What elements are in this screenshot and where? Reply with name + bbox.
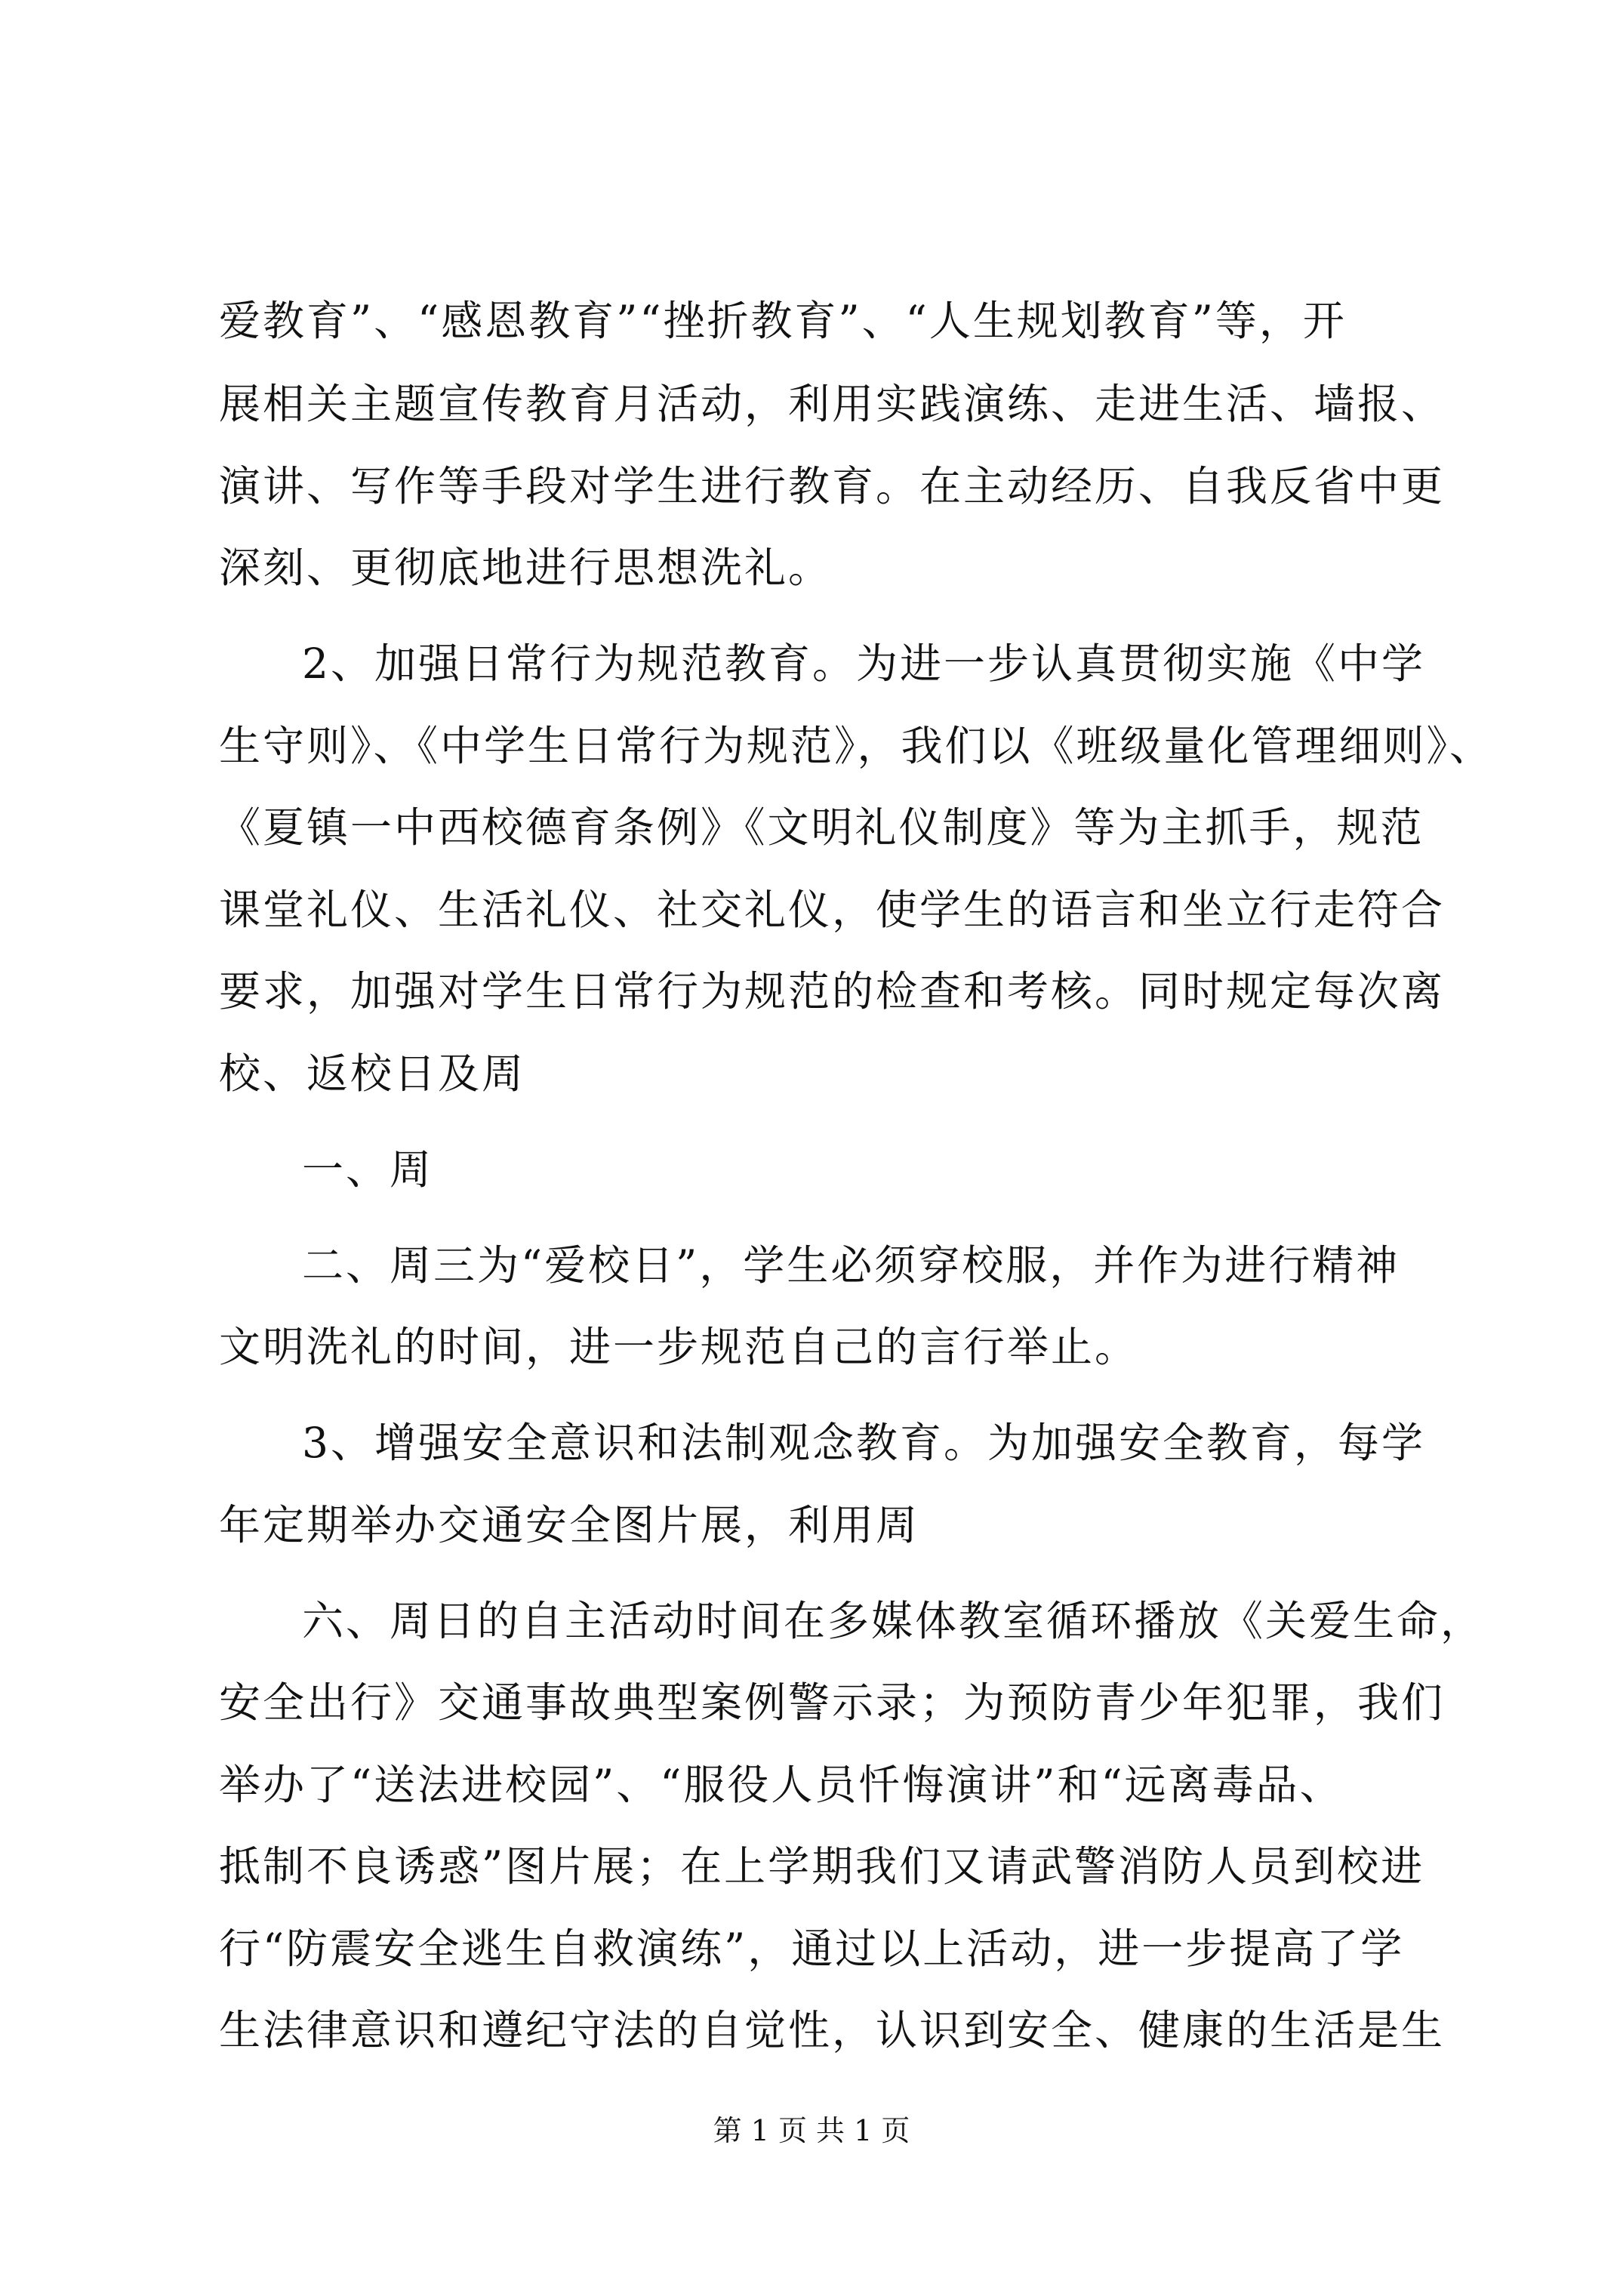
text-line-21: 生法律意识和遵纪守法的自觉性，认识到安全、健康的生活是生 (219, 2006, 1446, 2054)
text-line-4: 深刻、更彻底地进行思想洗礼。 (219, 544, 833, 592)
text-line-15: 年定期举办交通安全图片展，利用周 (219, 1501, 920, 1549)
text-line-17: 安全出行》交通事故典型案例警示录；为预防青少年犯罪，我们 (219, 1678, 1446, 1727)
page-footer: 第 1 页 共 1 页 (713, 2114, 910, 2147)
text-line-16: 六、周日的自主活动时间在多媒体教室循环播放《关爱生命， (302, 1597, 1485, 1645)
text-line-10: 校、返校日及周 (219, 1049, 526, 1098)
text-line-8: 课堂礼仪、生活礼仪、社交礼仪，使学生的语言和坐立行走符合 (219, 886, 1446, 934)
text-line-12: 二、周三为“爱校日”，学生必须穿校服，并作为进行精神 (302, 1241, 1400, 1290)
text-line-6: 生守则》、《中学生日常行为规范》，我们以《班级量化管理细则》、 (219, 722, 1494, 770)
text-line-5: 2、加强日常行为规范教育。为进一步认真贯彻实施《中学 (302, 639, 1425, 688)
text-line-19: 抵制不良诱惑”图片展；在上学期我们又请武警消防人员到校进 (219, 1842, 1425, 1891)
text-line-9: 要求，加强对学生日常行为规范的检查和考核。同时规定每次离 (219, 967, 1446, 1015)
text-line-20: 行“防震安全逃生自救演练”，通过以上活动，进一步提高了学 (219, 1925, 1405, 1973)
text-line-3: 演讲、写作等手段对学生进行教育。在主动经历、自我反省中更 (219, 462, 1446, 510)
text-line-1: 爱教育”、“感恩教育”“挫折教育”、“人生规划教育”等，开 (219, 297, 1347, 345)
text-line-14: 3、增强安全意识和法制观念教育。为加强安全教育，每学 (302, 1419, 1425, 1467)
text-line-13: 文明洗礼的时间，进一步规范自己的言行举止。 (219, 1323, 1139, 1371)
text-line-7: 《夏镇一中西校德育条例》《文明礼仪制度》等为主抓手，规范 (219, 803, 1424, 852)
text-line-11: 一、周 (302, 1145, 434, 1194)
text-line-18: 举办了“送法进校园”、“服役人员忏悔演讲”和“远离毒品、 (219, 1761, 1344, 1809)
text-line-2: 展相关主题宣传教育月活动，利用实践演练、走进生活、墙报、 (219, 380, 1446, 428)
